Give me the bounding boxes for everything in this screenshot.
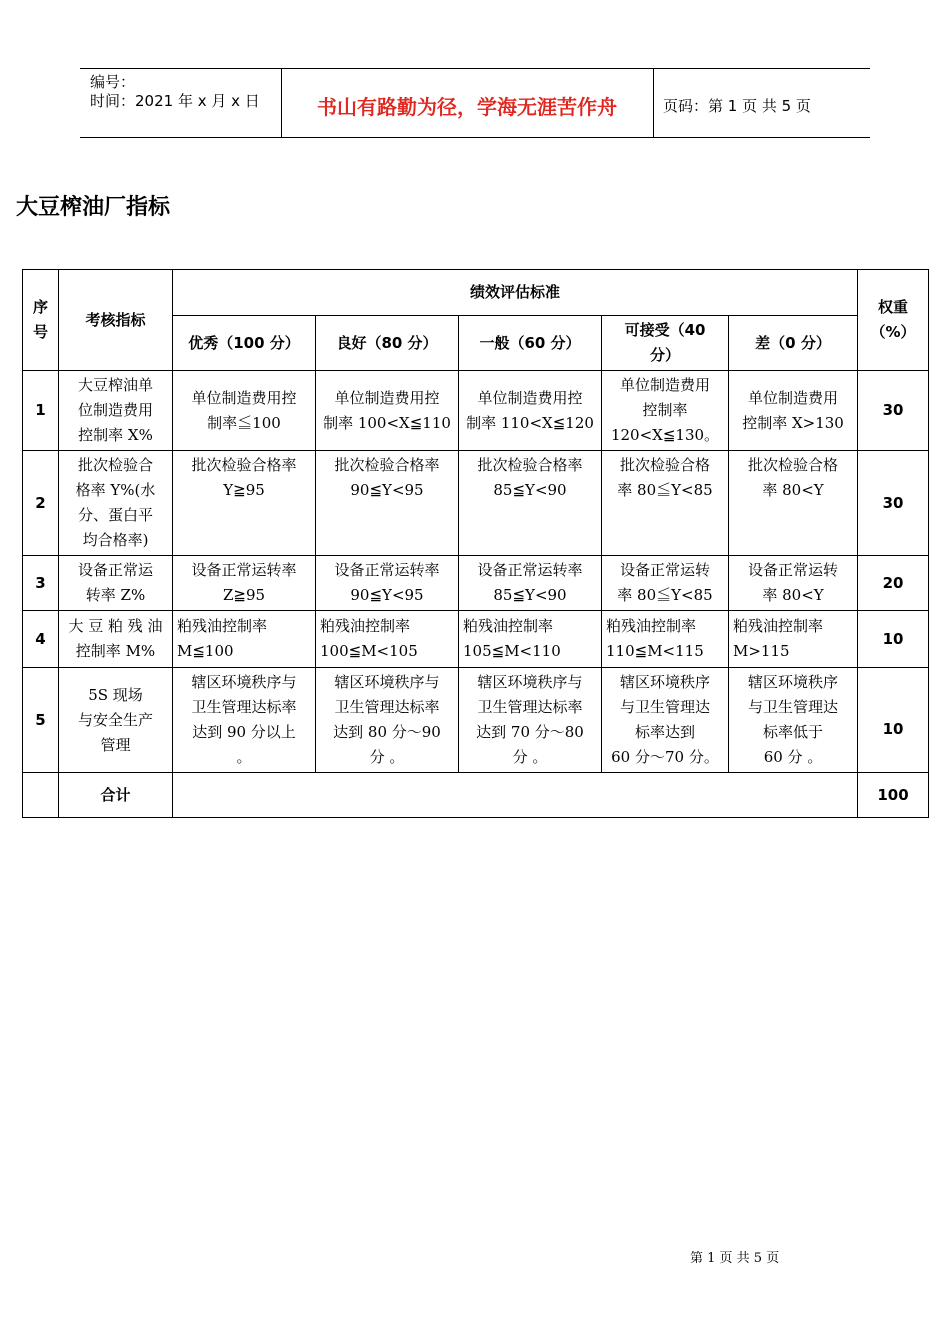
table-row	[23, 556, 929, 611]
row-indicator: 大 豆 粕 残 油 控制率 M%	[59, 611, 173, 668]
indicator-table	[22, 269, 929, 818]
row-cell: 批次检验合格率 Y≧95	[173, 451, 316, 556]
row-indicator: 5S 现场 与安全生产 管理	[59, 668, 173, 773]
total-standard-empty	[173, 773, 858, 818]
row-cell: 批次检验合格 率 80≦Y<85	[602, 451, 729, 556]
row-seq: 4	[23, 611, 59, 668]
row-weight: 10	[858, 668, 929, 773]
row-cell: 批次检验合格率 85≦Y<90	[459, 451, 602, 556]
row-cell: 辖区环境秩序 与卫生管理达 标率低于 60 分 。	[729, 668, 858, 773]
table-total-row	[23, 773, 929, 818]
level-header: 差（0 分）	[729, 316, 858, 371]
row-cell: 粕残油控制率 M≦100	[173, 611, 316, 668]
row-seq: 5	[23, 668, 59, 773]
col-header-standard: 绩效评估标准	[173, 270, 858, 316]
table-row	[23, 611, 929, 668]
row-cell: 设备正常运转 率 80≦Y<85	[602, 556, 729, 611]
row-cell: 辖区环境秩序与 卫生管理达标率 达到 70 分～80 分 。	[459, 668, 602, 773]
doc-number-label: 编号：	[90, 73, 136, 91]
row-cell: 粕残油控制率 110≦M<115	[602, 611, 729, 668]
header-middle-cell	[281, 69, 654, 137]
level-header: 良好（80 分）	[316, 316, 459, 371]
row-seq: 1	[23, 371, 59, 451]
row-seq: 3	[23, 556, 59, 611]
total-label: 合计	[59, 773, 173, 818]
row-cell: 单位制造费用控 制率≦100	[173, 371, 316, 451]
col-header-seq: 序 号	[23, 270, 59, 371]
level-header: 可接受（40 分）	[602, 316, 729, 371]
table-row	[23, 668, 929, 773]
page-header	[80, 68, 870, 138]
row-cell: 粕残油控制率 100≦M<105	[316, 611, 459, 668]
row-cell: 粕残油控制率 M>115	[729, 611, 858, 668]
doc-date-label: 时间：2021 年 x 月 x 日	[90, 92, 260, 110]
row-cell: 单位制造费用控 制率 100<X≦110	[316, 371, 459, 451]
row-weight: 20	[858, 556, 929, 611]
row-weight: 10	[858, 611, 929, 668]
row-indicator: 批次检验合 格率 Y%(水 分、蛋白平 均合格率)	[59, 451, 173, 556]
row-cell: 批次检验合格 率 80<Y	[729, 451, 858, 556]
row-cell: 辖区环境秩序 与卫生管理达 标率达到 60 分～70 分。	[602, 668, 729, 773]
table-row	[23, 371, 929, 451]
row-weight: 30	[858, 451, 929, 556]
row-cell: 单位制造费用控 制率 110<X≦120	[459, 371, 602, 451]
total-seq-empty	[23, 773, 59, 818]
table-header-row	[23, 270, 929, 316]
row-indicator: 设备正常运 转率 Z%	[59, 556, 173, 611]
level-header: 一般（60 分）	[459, 316, 602, 371]
row-cell: 设备正常运转率 Z≧95	[173, 556, 316, 611]
col-header-weight: 权重 （%）	[858, 270, 929, 371]
row-indicator: 大豆榨油单 位制造费用 控制率 X%	[59, 371, 173, 451]
row-weight: 30	[858, 371, 929, 451]
row-cell: 批次检验合格率 90≦Y<95	[316, 451, 459, 556]
row-cell: 辖区环境秩序与 卫生管理达标率 达到 90 分以上 。	[173, 668, 316, 773]
row-cell: 设备正常运转率 85≦Y<90	[459, 556, 602, 611]
row-seq: 2	[23, 451, 59, 556]
row-cell: 单位制造费用 控制率 120<X≦130。	[602, 371, 729, 451]
header-right-cell	[653, 69, 870, 137]
level-header: 优秀（100 分）	[173, 316, 316, 371]
row-cell: 辖区环境秩序与 卫生管理达标率 达到 80 分～90 分 。	[316, 668, 459, 773]
header-left-cell	[80, 69, 282, 137]
col-header-indicator: 考核指标	[59, 270, 173, 371]
page-title: 大豆榨油厂指标	[16, 195, 171, 220]
table-row	[23, 451, 929, 556]
row-cell: 粕残油控制率 105≦M<110	[459, 611, 602, 668]
total-weight: 100	[858, 773, 929, 818]
header-page-info: 页码：第 1 页 共 5 页	[663, 97, 811, 115]
header-motto: 书山有路勤为径，学海无涯苦作舟	[317, 95, 617, 119]
page-footer: 第 1 页 共 5 页	[690, 1251, 780, 1266]
row-cell: 单位制造费用 控制率 X>130	[729, 371, 858, 451]
row-cell: 设备正常运转 率 80<Y	[729, 556, 858, 611]
row-cell: 设备正常运转率 90≦Y<95	[316, 556, 459, 611]
